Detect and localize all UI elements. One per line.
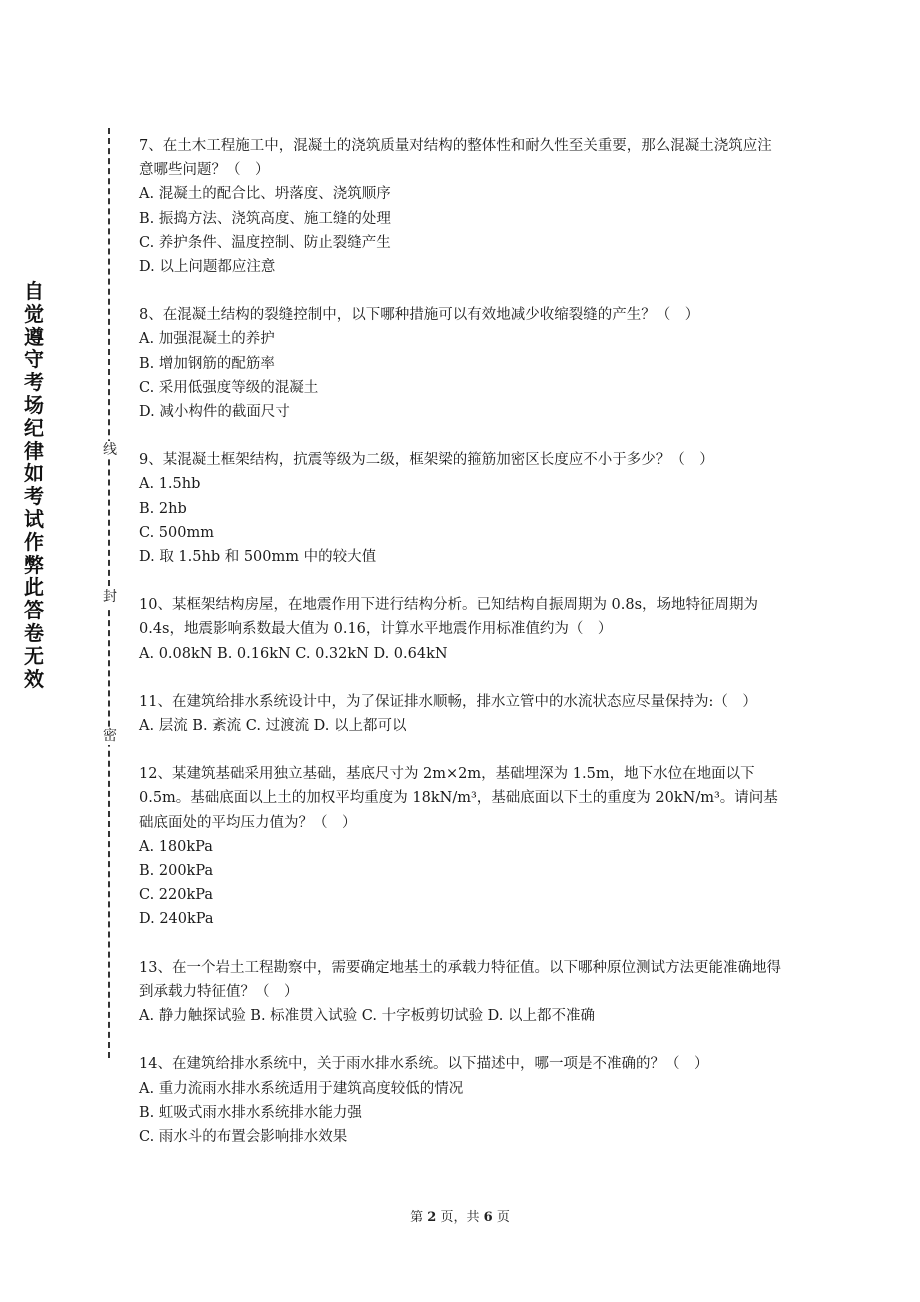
option-b: B. 200kPa [139,863,214,880]
footer-prefix: 第 [410,1210,424,1225]
question-title: 13、在一个岩土工程勘察中，需要确定地基土的承载力特征值。以下哪种原位测试方法更能准确地得到承载力特征值？（ ） [139,959,781,1000]
question-title: 10、某框架结构房屋，在地震作用下进行结构分析。已知结构自振周期为 0.8s，场地特征周期为 0.4s，地震影响系数最大值为 0.16，计算水平地震作用标准值约为（ ） [139,597,759,638]
option-d: D. 240kPa [139,911,214,928]
question-title: 7、在土木工程施工中，混凝土的浇筑质量对结构的整体性和耐久性至关重要，那么混凝土浇筑应注意哪些问题？（ ） [139,138,772,179]
question-8 [139,303,784,424]
question-7 [139,134,784,279]
option-c: C. 雨水斗的布置会影响排水效果 [139,1128,348,1145]
footer-suffix: 页 [496,1210,510,1225]
current-page-number: 2 [427,1210,437,1225]
option-c: C. 500mm [139,524,214,541]
question-12 [139,762,784,931]
option-a: A. 重力流雨水排水系统适用于建筑高度较低的情况 [139,1080,464,1097]
option-c: C. 采用低强度等级的混凝土 [139,379,319,396]
option-b: B. 振捣方法、浇筑高度、施工缝的处理 [139,210,391,227]
question-13 [139,956,784,1029]
page-footer [0,1206,920,1225]
option-d: D. 减小构件的截面尺寸 [139,404,290,421]
seal-mark-line: 线 [103,442,117,458]
option-a: A. 加强混凝土的养护 [139,331,275,348]
seal-mark-secret: 密 [103,728,117,744]
question-10 [139,593,784,666]
question-title: 9、某混凝土框架结构，抗震等级为二级，框架梁的箍筋加密区长度应不小于多少？（ ） [139,452,714,469]
options-inline: A. 0.08kN B. 0.16kN C. 0.32kN D. 0.64kN [139,645,448,662]
option-a: A. 混凝土的配合比、坍落度、浇筑顺序 [139,186,391,203]
question-list [139,134,784,1173]
question-14 [139,1052,784,1149]
question-11 [139,690,784,738]
question-9 [139,448,784,569]
footer-middle: 页，共 [440,1210,480,1225]
question-title: 8、在混凝土结构的裂缝控制中，以下哪种措施可以有效地减少收缩裂缝的产生？（ ） [139,307,700,324]
option-c: C. 220kPa [139,887,214,904]
question-title: 11、在建筑给排水系统设计中，为了保证排水顺畅，排水立管中的水流状态应尽量保持为:（ ） [139,693,757,710]
total-page-count: 6 [483,1210,493,1225]
option-b: B. 2hb [139,500,187,517]
option-a: A. 1.5hb [139,476,201,493]
options-inline: A. 静力触探试验 B. 标准贯入试验 C. 十字板剪切试验 D. 以上都不准确 [139,1008,596,1025]
option-c: C. 养护条件、温度控制、防止裂缝产生 [139,234,391,251]
option-d: D. 取 1.5hb 和 500mm 中的较大值 [139,549,377,566]
option-a: A. 180kPa [139,838,213,855]
option-d: D. 以上问题都应注意 [139,259,276,276]
exam-discipline-notice: 自觉遵守考场纪律如考试作弊此答卷无效 [24,279,44,691]
option-b: B. 增加钢筋的配筋率 [139,355,275,372]
question-title: 12、某建筑基础采用独立基础，基底尺寸为 2m×2m，基础埋深为 1.5m，地下水位在地面以下 0.5m。基础底面以上土的加权平均重度为 18kN/m³，基础底面以下土的重度为 20kN/m³。请问基础底面处的平均压力值为？（ ） [139,766,778,831]
options-inline: A. 层流 B. 紊流 C. 过渡流 D. 以上都可以 [139,718,407,735]
seal-mark-seal: 封 [103,589,117,605]
option-b: B. 虹吸式雨水排水系统排水能力强 [139,1104,362,1121]
question-title: 14、在建筑给排水系统中，关于雨水排水系统。以下描述中，哪一项是不准确的？（ ） [139,1056,709,1073]
